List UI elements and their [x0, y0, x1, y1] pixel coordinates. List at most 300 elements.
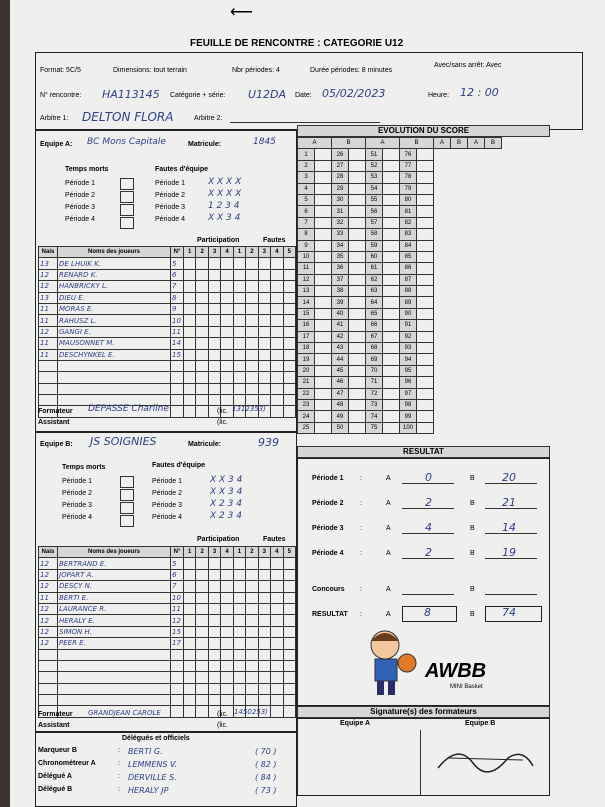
foul-cell [271, 349, 283, 360]
period-colon: : [360, 550, 362, 557]
mascot-icon [355, 625, 425, 705]
score-cell [349, 172, 366, 183]
score-row [298, 343, 502, 354]
foul-cell [233, 581, 245, 592]
score-cell: 48 [332, 399, 349, 410]
period-score-a: 0 [425, 471, 432, 484]
score-cell [349, 160, 366, 171]
player-row [39, 269, 296, 280]
score-cell [383, 286, 400, 297]
score-cell: 79 [400, 183, 417, 194]
score-row [298, 149, 502, 160]
signature-b-drawing [428, 738, 538, 783]
score-cell: 11 [298, 263, 315, 274]
participation-cell [184, 292, 196, 303]
score-cell [315, 183, 332, 194]
period-score-b: 19 [502, 546, 516, 559]
score-cell [315, 240, 332, 251]
lic-value-b: 1450253) [234, 708, 268, 716]
score-cell [315, 149, 332, 160]
score-cell [417, 297, 434, 308]
foul-cell [271, 338, 283, 349]
score-cell: 77 [400, 160, 417, 171]
score-row [298, 411, 502, 422]
score-cell [383, 308, 400, 319]
participation-cell [221, 558, 233, 569]
score-row [298, 172, 502, 183]
score-row [298, 229, 502, 240]
player-row [39, 303, 296, 314]
empty-player-row [39, 372, 296, 383]
foul-cell [258, 615, 270, 626]
score-cell [383, 160, 400, 171]
score-cell: 50 [332, 422, 349, 433]
participation-cell [208, 592, 220, 603]
score-cell: 99 [400, 411, 417, 422]
score-cell [383, 172, 400, 183]
official-role: Délégué B [38, 786, 73, 793]
player-row [39, 638, 296, 649]
empty-player-row [39, 683, 296, 694]
fouls-label-a: Fautes d'équipe [155, 166, 209, 173]
score-cell: 89 [400, 297, 417, 308]
player-name: DIEU E. [58, 292, 171, 303]
foul-cell [283, 281, 296, 292]
foul-cell [246, 581, 258, 592]
format-label: Format: 5C/5 [40, 67, 81, 74]
score-cell: 53 [366, 172, 383, 183]
score-row [298, 194, 502, 205]
score-header-a: A [468, 138, 485, 149]
score-cell: 100 [400, 422, 417, 433]
player-name: MORAS E. [58, 303, 171, 314]
score-cell: 32 [332, 217, 349, 228]
score-cell [315, 331, 332, 342]
team-b-table: Nais Noms des joueurs N° 1 2 3 4 1 2 3 4 5 12 BERTRAND E. 5 12 JOPART A. 6 12 DESCY N. 7 11 BERTI E. 10 12 LAURANCE R. 11 12 HERALY E. 12 12 SIMON H. 15 12 PEER E. 17 [38, 546, 296, 718]
score-row [298, 308, 502, 319]
score-cell [417, 217, 434, 228]
ref1-value: DELTON FLORA [82, 110, 174, 124]
participation-cell [196, 269, 208, 280]
score-cell [349, 354, 366, 365]
participation-cell [208, 281, 220, 292]
foul-cell [283, 292, 296, 303]
foul-cell [283, 303, 296, 314]
foul-cell [246, 558, 258, 569]
score-cell: 96 [400, 377, 417, 388]
score-cell: 62 [366, 274, 383, 285]
participation-cell [196, 303, 208, 314]
score-cell: 36 [332, 263, 349, 274]
score-header-a: A [434, 138, 451, 149]
empty-player-row [39, 660, 296, 671]
score-cell [349, 240, 366, 251]
participation-cell [184, 281, 196, 292]
foul-cell [271, 569, 283, 580]
participation-cell [208, 569, 220, 580]
empty-player-row [39, 383, 296, 394]
concours-b-line [485, 594, 537, 595]
period-line [402, 483, 454, 484]
participation-cell [196, 592, 208, 603]
ref1-label: Arbitre 1: [40, 115, 69, 122]
player-number: 10 [171, 592, 184, 603]
participation-cell [184, 638, 196, 649]
player-row [39, 569, 296, 580]
score-row [298, 422, 502, 433]
resultat-b: B [470, 611, 475, 618]
foul-cell [258, 303, 270, 314]
score-cell: 90 [400, 308, 417, 319]
fautes-label-b: Fautes [263, 536, 286, 543]
period-label: Période 3 [312, 525, 344, 532]
score-header-b: B [332, 138, 366, 149]
score-row [298, 217, 502, 228]
score-cell: 81 [400, 206, 417, 217]
participation-cell [221, 326, 233, 337]
score-cell: 41 [332, 320, 349, 331]
score-sheet [10, 0, 605, 807]
player-name: GANGI E. [58, 326, 171, 337]
foul-cell [233, 315, 245, 326]
score-cell [417, 263, 434, 274]
period-b: B [470, 525, 475, 532]
score-cell [349, 297, 366, 308]
participation-cell [196, 626, 208, 637]
resultat-colon: : [360, 611, 362, 618]
participation-cell [208, 338, 220, 349]
team-a-table: Nais Noms des joueurs N° 1 2 3 4 1 2 3 4 5 13 DE LHUIK K. 5 12 RENARD K. 6 12 HANBRICKY L. 7 13 DIEU E. 8 11 MORAS E. 9 11 RAHUSZ L. 10 12 GANGI E. 11 11 MAUSONNET M. 14 11 DESCHYNKEL E. 15 [38, 246, 296, 418]
score-cell: 74 [366, 411, 383, 422]
official-colon: : [118, 773, 120, 780]
participation-cell [196, 569, 208, 580]
player-number: 6 [171, 569, 184, 580]
period-colon: : [360, 500, 362, 507]
participation-cell [221, 638, 233, 649]
empty-player-row [39, 649, 296, 660]
formateur-a: DEPASSE Charline [88, 404, 169, 414]
officials-box [35, 732, 297, 807]
player-name: HANBRICKY L. [58, 281, 171, 292]
score-cell: 56 [366, 206, 383, 217]
score-cell: 66 [366, 320, 383, 331]
foul-cell [233, 326, 245, 337]
formateur-b: GRANDJEAN CAROLE [88, 709, 161, 717]
foul-cell [271, 626, 283, 637]
score-header-a: A [366, 138, 400, 149]
participation-cell [184, 315, 196, 326]
period-a: A [386, 525, 391, 532]
score-row [298, 365, 502, 376]
score-cell: 12 [298, 274, 315, 285]
participation-cell [196, 638, 208, 649]
score-cell: 1 [298, 149, 315, 160]
player-row [39, 292, 296, 303]
player-number: 17 [171, 638, 184, 649]
score-cell: 45 [332, 365, 349, 376]
score-cell: 42 [332, 331, 349, 342]
participation-cell [196, 349, 208, 360]
score-cell: 60 [366, 251, 383, 262]
signature-team-b: Equipe B [465, 720, 496, 727]
score-row [298, 354, 502, 365]
stop-label: Avec/sans arrêt: Avec [434, 62, 502, 69]
category-label: Catégorie + série: [170, 92, 226, 99]
score-cell: 71 [366, 377, 383, 388]
score-cell [349, 229, 366, 240]
score-cell: 10 [298, 251, 315, 262]
period-score-b: 14 [502, 521, 516, 534]
participation-cell [184, 338, 196, 349]
score-cell [349, 422, 366, 433]
score-cell [315, 320, 332, 331]
score-cell: 35 [332, 251, 349, 262]
score-cell [349, 286, 366, 297]
participation-cell [196, 581, 208, 592]
score-cell: 78 [400, 172, 417, 183]
score-cell: 75 [366, 422, 383, 433]
score-cell: 26 [332, 149, 349, 160]
score-cell [315, 399, 332, 410]
player-number: 7 [171, 281, 184, 292]
period-label: Période 1 [312, 475, 344, 482]
score-cell: 63 [366, 286, 383, 297]
player-name: RENARD K. [58, 269, 171, 280]
official-role: Chronométreur A [38, 760, 96, 767]
score-cell: 5 [298, 194, 315, 205]
player-number: 7 [171, 581, 184, 592]
score-cell: 43 [332, 343, 349, 354]
empty-player-row [39, 360, 296, 371]
score-cell [349, 149, 366, 160]
foul-cell [271, 292, 283, 303]
period-label: Période 2 [312, 500, 344, 507]
formateur-label-a: Formateur [38, 408, 73, 415]
score-cell [417, 274, 434, 285]
score-cell [349, 308, 366, 319]
score-cell: 84 [400, 240, 417, 251]
final-a: 8 [424, 606, 431, 619]
player-number: 6 [171, 269, 184, 280]
player-row [39, 338, 296, 349]
period-score-a: 4 [425, 521, 432, 534]
score-cell [417, 365, 434, 376]
score-cell: 70 [366, 365, 383, 376]
score-cell [349, 206, 366, 217]
foul-cell [258, 269, 270, 280]
team-b-matricule: 939 [258, 436, 279, 449]
score-cell: 57 [366, 217, 383, 228]
score-cell [349, 320, 366, 331]
period-a: A [386, 550, 391, 557]
player-number: 15 [171, 349, 184, 360]
player-name: LAURANCE R. [58, 603, 171, 614]
player-row [39, 326, 296, 337]
score-cell: 23 [298, 399, 315, 410]
score-row [298, 388, 502, 399]
score-cell: 34 [332, 240, 349, 251]
dims-label: Dimensions: tout terrain [113, 67, 187, 74]
score-cell [315, 411, 332, 422]
score-evolution-title: EVOLUTION DU SCORE [297, 125, 550, 137]
signature-divider [420, 730, 421, 796]
foul-cell [283, 615, 296, 626]
score-cell [383, 411, 400, 422]
score-cell [315, 251, 332, 262]
participation-cell [221, 626, 233, 637]
participation-cell [184, 626, 196, 637]
score-cell [383, 320, 400, 331]
foul-cell [246, 303, 258, 314]
participation-cell [208, 615, 220, 626]
foul-cell [271, 303, 283, 314]
score-cell: 24 [298, 411, 315, 422]
foul-cell [283, 269, 296, 280]
foul-cell [283, 592, 296, 603]
player-nais: 11 [39, 338, 58, 349]
participation-cell [208, 269, 220, 280]
score-cell [417, 251, 434, 262]
score-cell [315, 274, 332, 285]
participation-cell [221, 315, 233, 326]
foul-cell [283, 626, 296, 637]
participation-cell [221, 349, 233, 360]
ref2-label: Arbitre 2: [194, 115, 223, 122]
participation-cell [221, 338, 233, 349]
foul-cell [233, 269, 245, 280]
ref2-line [230, 122, 380, 123]
score-cell: 38 [332, 286, 349, 297]
timeout-boxes-a [120, 178, 134, 229]
period-line [402, 558, 454, 559]
team-a-label: Equipe A: [40, 141, 73, 148]
score-cell [417, 206, 434, 217]
score-row [298, 331, 502, 342]
player-row [39, 626, 296, 637]
participation-cell [208, 292, 220, 303]
player-nais: 12 [39, 638, 58, 649]
score-cell [383, 217, 400, 228]
participation-cell [184, 603, 196, 614]
score-cell: 40 [332, 308, 349, 319]
player-number: 5 [171, 258, 184, 269]
participation-cell [196, 292, 208, 303]
foul-cell [283, 338, 296, 349]
score-cell: 58 [366, 229, 383, 240]
score-cell: 4 [298, 183, 315, 194]
score-cell [383, 297, 400, 308]
score-header-b: B [451, 138, 468, 149]
player-name: HERALY E. [58, 615, 171, 626]
score-cell: 39 [332, 297, 349, 308]
score-cell [417, 194, 434, 205]
score-cell: 22 [298, 388, 315, 399]
time-label: Heure: [428, 92, 450, 99]
score-cell [349, 263, 366, 274]
foul-cell [233, 569, 245, 580]
foul-cell [233, 303, 245, 314]
resultat-label: RESULTAT [312, 611, 348, 618]
player-row [39, 315, 296, 326]
score-cell [315, 194, 332, 205]
score-cell: 83 [400, 229, 417, 240]
fouls-marks-b: X X 3 4 X X 3 4 X 2 3 4 X 2 3 4 [210, 475, 243, 521]
score-cell: 85 [400, 251, 417, 262]
score-cell [417, 172, 434, 183]
score-cell [417, 240, 434, 251]
foul-cell [258, 569, 270, 580]
score-cell [383, 206, 400, 217]
foul-cell [233, 603, 245, 614]
score-row [298, 206, 502, 217]
participation-cell [208, 626, 220, 637]
score-cell [417, 149, 434, 160]
timeouts-label-b: Temps morts [62, 464, 106, 471]
player-nais: 12 [39, 569, 58, 580]
score-cell [315, 343, 332, 354]
score-cell: 69 [366, 354, 383, 365]
score-cell [417, 388, 434, 399]
score-cell [383, 354, 400, 365]
player-number: 10 [171, 315, 184, 326]
player-row [39, 603, 296, 614]
foul-cell [233, 292, 245, 303]
signature-team-a: Equipe A [340, 720, 371, 727]
foul-cell [271, 592, 283, 603]
foul-cell [258, 315, 270, 326]
score-cell: 54 [366, 183, 383, 194]
score-evolution-table [297, 137, 502, 434]
score-cell: 18 [298, 343, 315, 354]
timeouts-periods-b: Période 1 Période 2 Période 3 Période 4 [62, 478, 92, 521]
score-row [298, 274, 502, 285]
score-row [298, 399, 502, 410]
participation-cell [184, 326, 196, 337]
assistant-lic-b: (lic. [217, 722, 228, 729]
score-cell: 7 [298, 217, 315, 228]
score-cell [383, 388, 400, 399]
foul-cell [271, 258, 283, 269]
score-cell [315, 217, 332, 228]
score-cell: 91 [400, 320, 417, 331]
participation-cell [221, 615, 233, 626]
foul-cell [258, 603, 270, 614]
officials-title: Délégués et officiels [122, 735, 190, 742]
foul-cell [283, 326, 296, 337]
score-cell: 51 [366, 149, 383, 160]
participation-cell [184, 258, 196, 269]
participation-cell [196, 338, 208, 349]
score-cell: 16 [298, 320, 315, 331]
player-name: JOPART A. [58, 569, 171, 580]
fouls-label-b: Fautes d'équipe [152, 462, 206, 469]
player-number: 12 [171, 615, 184, 626]
concours-label: Concours [312, 586, 345, 593]
score-cell: 49 [332, 411, 349, 422]
foul-cell [271, 269, 283, 280]
player-nais: 11 [39, 315, 58, 326]
participation-label-b: Participation [197, 536, 240, 543]
signatures-title: Signature(s) des formateurs [297, 706, 550, 718]
player-nais: 12 [39, 269, 58, 280]
score-cell [383, 240, 400, 251]
fouls-periods-b: Période 1 Période 2 Période 3 Période 4 [152, 478, 182, 521]
foul-cell [233, 338, 245, 349]
score-cell [315, 354, 332, 365]
foul-cell [283, 569, 296, 580]
participation-cell [184, 592, 196, 603]
participation-cell [184, 569, 196, 580]
